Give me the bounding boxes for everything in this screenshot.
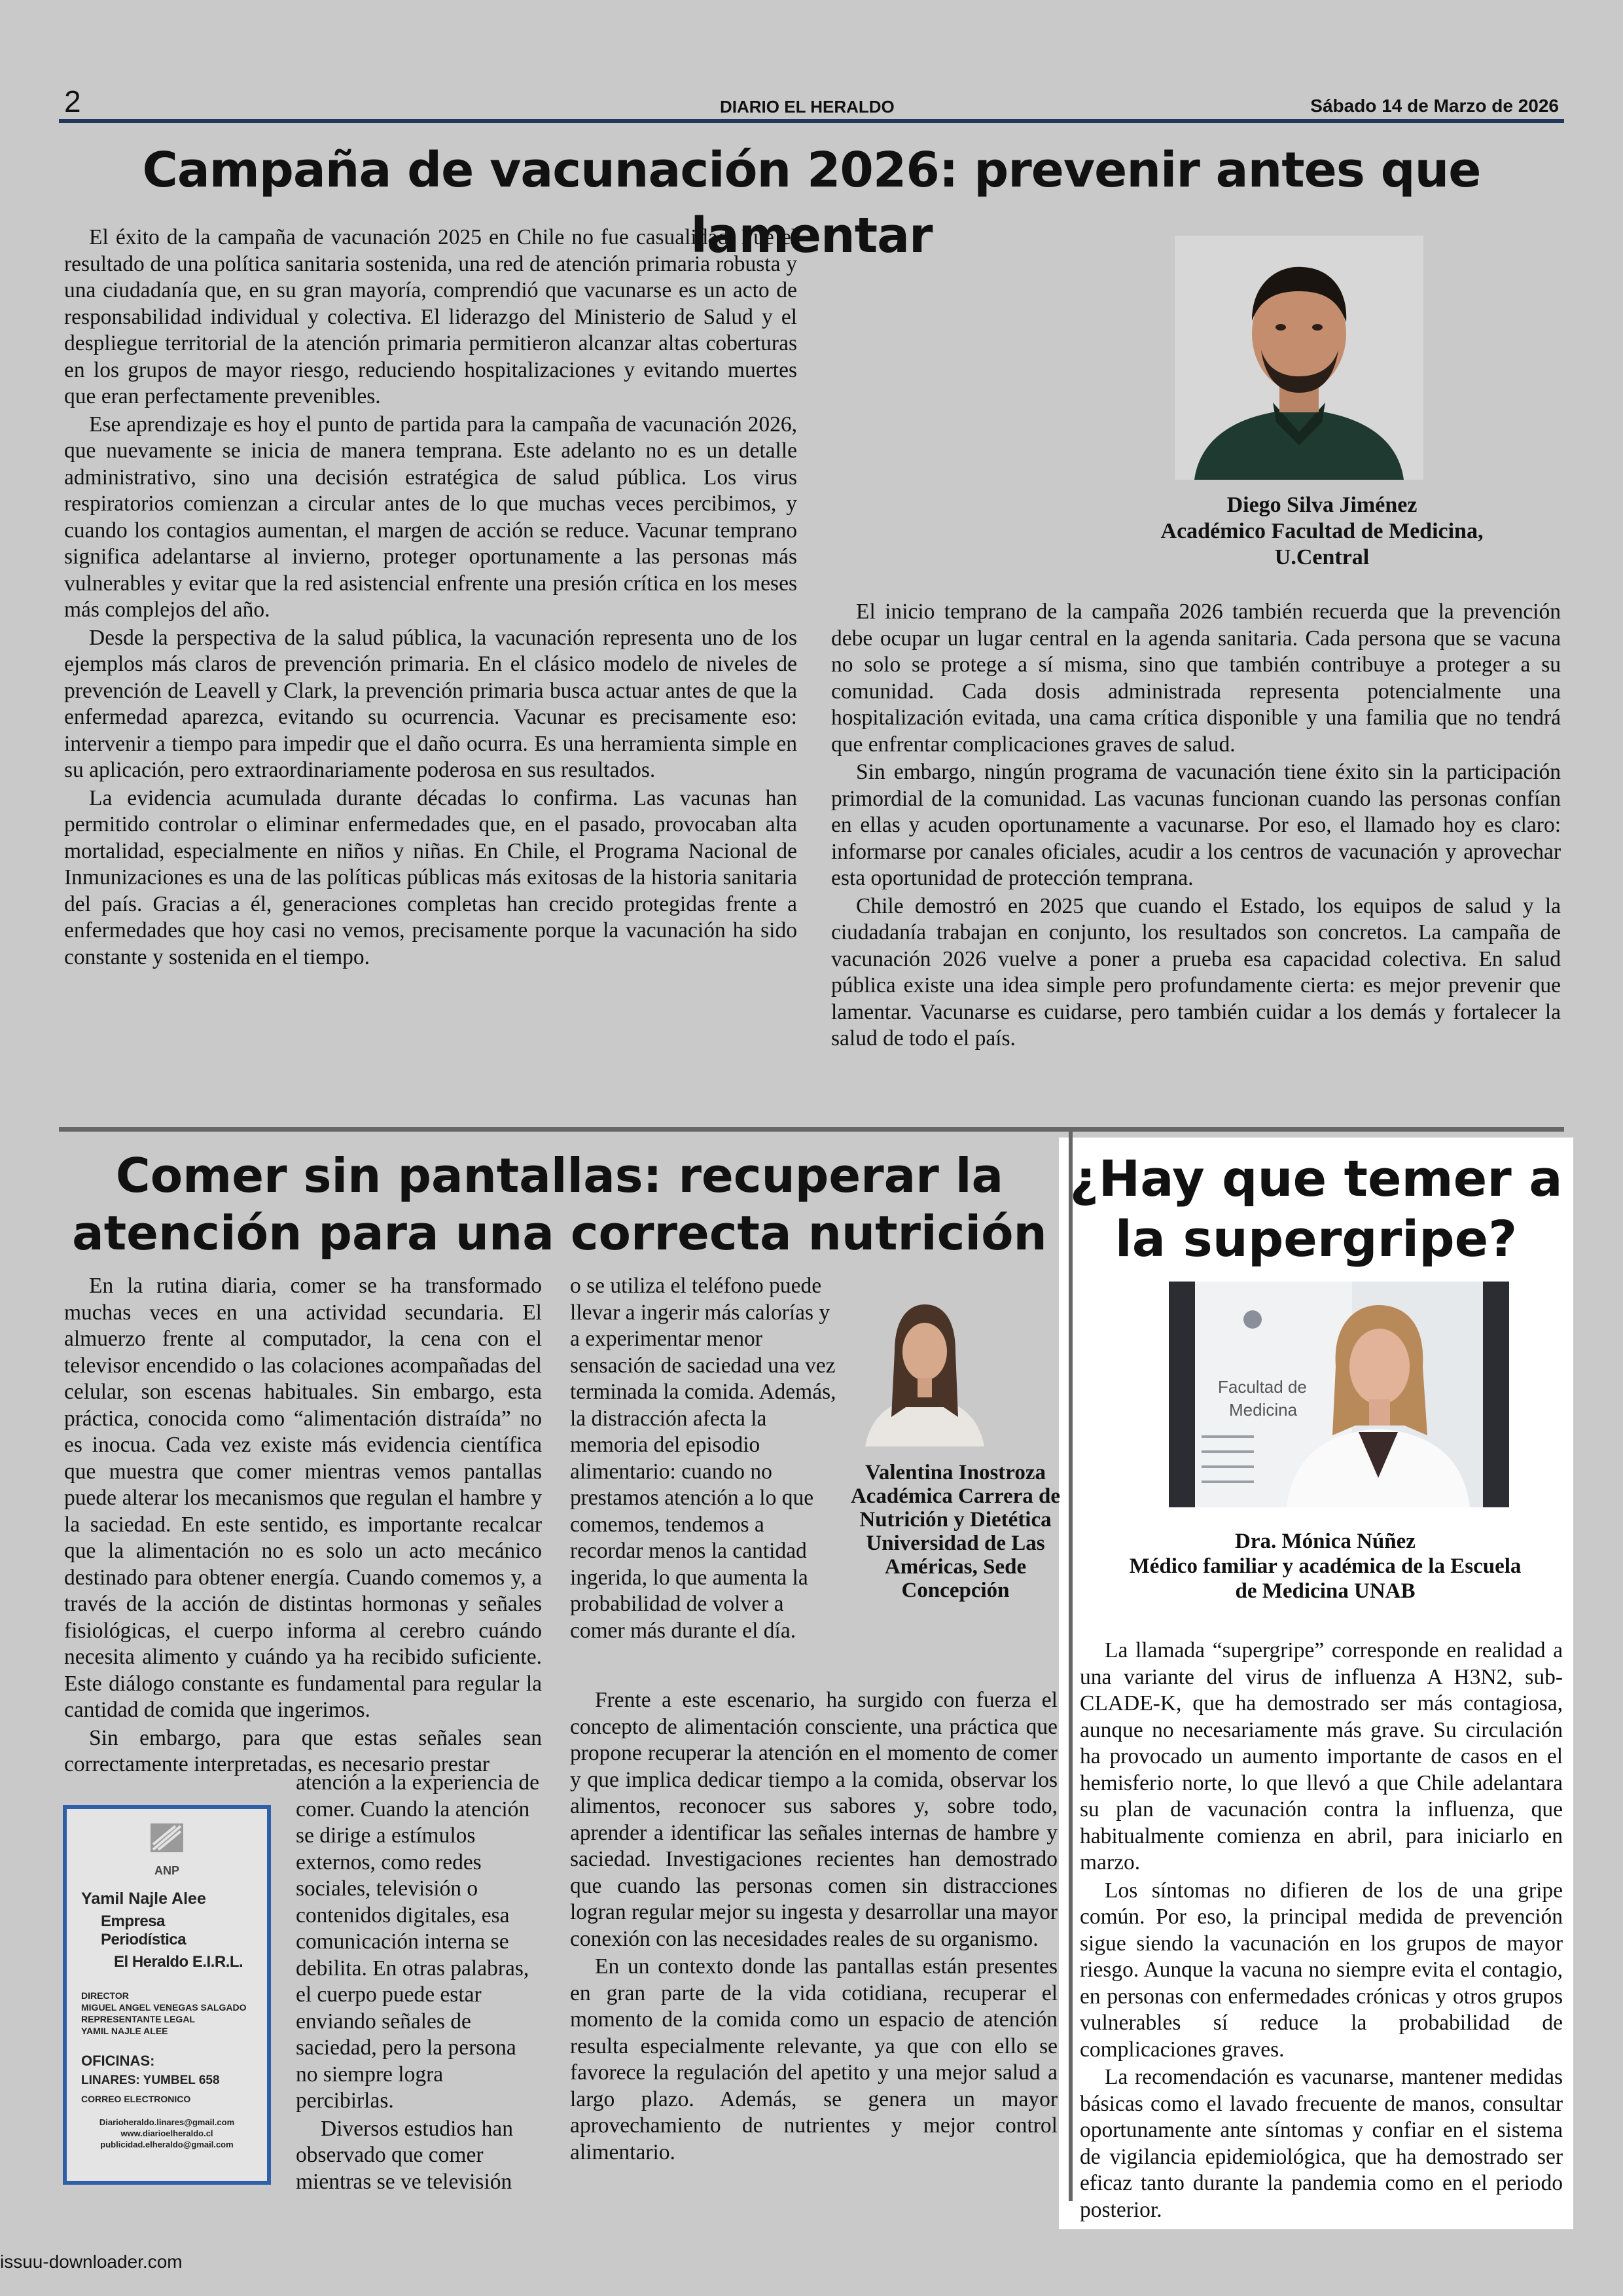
article-2-paragraph: Diversos estudios han observado que comer mientras se ve televisión bbox=[296, 2116, 514, 2194]
email-address[interactable]: Diarioheraldo.linares@gmail.com bbox=[99, 2117, 235, 2127]
sign-text-line: Medicina bbox=[1229, 1400, 1298, 1420]
article-3-title bbox=[1059, 1149, 1573, 1269]
email-label: CORREO ELECTRONICO bbox=[81, 2094, 191, 2104]
director-name: MIGUEL ANGEL VENEGAS SALGADO bbox=[81, 2002, 247, 2013]
article-1-paragraph: El inicio temprano de la campaña 2026 también recuerda que la prevención debe ocupar un lugar central en la agenda sanitaria. Cada persona que se vacuna no solo se protege a sí misma, sino que también contribuye a proteger a su comunidad. Cada dosis administrada representa potencialmente una hospitalización evitada, una cama crítica disponible y una familia que no tendrá que enfrentar complicaciones graves de salud. bbox=[831, 600, 1561, 757]
article-2-author-photo bbox=[859, 1286, 991, 1446]
article-1-column-left bbox=[64, 224, 797, 971]
article-3-paragraph: Los síntomas no difieren de los de una gripe común. Por eso, la principal medida de prevención sigue siendo la vacunación en los grupos de mayor riesgo. Aunque la vacuna no siempre evita el contagio, en personas con enfermedades crónicas y otros grupos vulnerables sí reduce la probabilidad de complicaciones graves. bbox=[1080, 1878, 1563, 2062]
article-1-author-caption bbox=[1093, 492, 1551, 571]
website-link[interactable]: www.diarioelheraldo.cl bbox=[120, 2128, 213, 2138]
article-2-column-middle bbox=[570, 1273, 841, 1644]
author-name: Dra. Mónica Núñez bbox=[1235, 1530, 1416, 1553]
issue-date: Sábado 14 de Marzo de 2026 bbox=[1310, 96, 1559, 116]
article-3-body bbox=[1080, 1638, 1563, 2223]
article-3-title-line: ¿Hay que temer a bbox=[1069, 1149, 1563, 1208]
company-name: Empresa Periodística bbox=[101, 1912, 187, 1948]
article-2-title bbox=[59, 1147, 1060, 1262]
article-3-paragraph: La llamada “supergripe” corresponde en realidad a una variante del virus de influenza A H3N2, sub-CLADE-K, que ha demostrado ser más contagiosa, aunque no necesariamente más grave. Su circulación ha provocado un aumento importante de casos en el hemisferio norte, lo que llevó a que Chile adelantara su plan de vacunación contra la influenza, que habitualmente comienza en abril, para iniciarlo en marzo. bbox=[1080, 1638, 1563, 1874]
company-name-2: El Heraldo E.I.R.L. bbox=[114, 1953, 243, 1971]
article-2-column-left bbox=[64, 1273, 542, 1778]
article-2-title-line: atención para una correcta nutrición bbox=[72, 1206, 1047, 1261]
article-1-paragraph: La evidencia acumulada durante décadas lo confirma. Las vacunas han permitido controlar o eliminar enfermedades que, en el pasado, provocaban alta mortalidad, especialmente en niños y niñas. En Chile, el Programa Nacional de Inmunizaciones es una de las políticas públicas más exitosas de la historia sanitaria del país. Gracias a él, generaciones completas han crecido protegidas frente a enfermedades que hoy casi no vemos, precisamente porque la vacunación ha sido constante y sostenida en el tiempo. bbox=[64, 785, 797, 969]
article-1-paragraph: El éxito de la campaña de vacunación 2025 en Chile no fue casualidad. Fue el resultado de una política sanitaria sostenida, una red de atención primaria robusta y una ciudadanía que, en su gran mayoría, comprendió que vacunarse es un acto de responsabilidad individual y colectiva. El liderazgo del Ministerio de Salud y el despliegue territorial de la atención primaria permitieron alcanzar altas coberturas en los grupos de mayor riesgo, reduciendo hospitalizaciones y evitando muertes que eran perfectamente prevenibles. bbox=[64, 225, 797, 408]
article-2-title-line: Comer sin pantallas: recuperar la bbox=[115, 1148, 1004, 1203]
header-rule bbox=[59, 119, 1564, 123]
article-2-paragraph: En la rutina diaria, comer se ha transformado muchas veces en una actividad secundaria. El almuerzo frente al computador, la cena con el televisor encendido o las colaciones acompañadas del celular, son escenas habituales. Sin embargo, esta práctica, conocida como “alimentación distraída” no es inocua. Cada vez existe más evidencia científica que muestra que comer mientras vemos pantallas puede alterar los mecanismos que regulan el hambre y la saciedad. En este sentido, es importante recalcar que la alimentación no es solo un acto mecánico destinado para obtener energía. Cuando comemos y, a través de la acción de distintas hormonas y señales fisiológicas, el cuerpo informa al cerebro cuándo necesita alimento y cuándo ya ha recibido suficiente. Este diálogo constante es fundamental para regular la cantidad de comida que ingerimos. bbox=[64, 1274, 542, 1722]
owner-name: Yamil Najle Alee bbox=[81, 1890, 206, 1908]
footer-watermark: issuu-downloader.com bbox=[0, 2251, 183, 2272]
author-organization: U.Central bbox=[1274, 545, 1370, 569]
author-organization: de Medicina UNAB bbox=[1235, 1579, 1416, 1603]
author-role: Médico familiar y académica de la Escuela bbox=[1129, 1554, 1522, 1578]
article-1-paragraph: Chile demostró en 2025 que cuando el Estado, los equipos de salud y la ciudadanía trabajan en conjunto, los resultados son concretos. La campaña de vacunación 2026 vuelve a poner a prueba esa capacidad colectiva. En salud pública existe una idea simple pero profundamente cierta: es mejor prevenir que lamentar. Vacunarse es cuidarse, pero también cuidar a los demás y fortalecer la salud de todo el país. bbox=[831, 893, 1561, 1050]
article-1-column-right bbox=[831, 599, 1561, 1052]
legal-rep-name: YAMIL NAJLE ALEE bbox=[81, 2026, 168, 2036]
article-2-paragraph: o se utiliza el teléfono puede llevar a ingerir más calorías y a experimentar menor sensación de saciedad una vez terminada la comida. Además, la distracción afecta la memoria del episodio alimentario: cuando no prestamos atención a lo que comemos, tendemos a recordar menos la cantidad ingerida, lo que aumenta la probabilidad de volver a comer más durante el día. bbox=[570, 1274, 836, 1643]
article-2-paragraph: Frente a este escenario, ha surgido con fuerza el concepto de alimentación consciente, una práctica que propone recuperar la atención en el momento de comer y que implica dedicar tiempo a la comida, observar los alimentos, reconocer sus sabores y, sobre todo, aprender a identificar las señales internas de hambre y saciedad. Investigaciones recientes han demostrado que cuando las personas comen sin distracciones logran regular mejor su ingesta y desarrollar una mayor conexión con las necesidades reales de su organismo. bbox=[570, 1688, 1058, 1951]
legal-rep-label: REPRESENTANTE LEGAL bbox=[81, 2014, 195, 2024]
article-1-paragraph: Desde la perspectiva de la salud pública, la vacunación representa uno de los ejemplos más claros de prevención primaria. En el clásico modelo de niveles de prevención de Leavell y Clark, la prevención primaria busca actuar antes de que la enfermedad aparezca, evitando su ocurrencia. Vacunar es precisamente eso: intervenir a tiempo para impedir que el daño ocurra. Es una herramienta simple en su aplicación, pero extraordinariamente poderosa en sus resultados. bbox=[64, 625, 797, 782]
sign-text-line: Facultad de bbox=[1218, 1377, 1307, 1397]
author-organization: Universidad de Las Américas, Sede Concepción bbox=[866, 1532, 1045, 1602]
anp-logo-icon bbox=[137, 1821, 196, 1863]
author-role: Académico Facultad de Medicina, bbox=[1160, 519, 1484, 543]
advertising-email[interactable]: publicidad.elheraldo@gmail.com bbox=[100, 2140, 234, 2149]
author-portrait-doctor-icon bbox=[1169, 1282, 1509, 1507]
article-3-paragraph: La recomendación es vacunarse, mantener medidas básicas como el lavado frecuente de manos, consultar oportunamente ante síntomas y confiar en el sistema de vigilancia epidemiológica, que ha demostrado ser eficaz tanto durante la pandemia como en el periodo posterior. bbox=[1080, 2065, 1563, 2222]
article-3-title-line: la supergripe? bbox=[1115, 1210, 1518, 1268]
article-3-author-caption bbox=[1080, 1529, 1571, 1604]
author-name: Diego Silva Jiménez bbox=[1226, 493, 1418, 517]
office-address: LINARES: YUMBEL 658 bbox=[81, 2073, 220, 2087]
page-number: 2 bbox=[64, 84, 81, 118]
section-divider-vertical bbox=[1069, 1131, 1073, 2201]
article-3-author-photo bbox=[1169, 1282, 1509, 1507]
anp-label: ANP bbox=[154, 1864, 179, 1877]
article-2-paragraph: atención a la experiencia de comer. Cuando la atención se dirige a estímulos externos, como redes sociales, televisión o contenidos digitales, esa comunicación interna se debilita. En otras palabras, el cuerpo puede estar enviando señales de saciedad, pero la persona no siempre logra percibirlas. bbox=[296, 1770, 540, 2113]
author-role: Académica Carrera de Nutrición y Dietética bbox=[850, 1484, 1061, 1532]
author-portrait-woman-icon bbox=[859, 1286, 991, 1446]
article-2-paragraph: En un contexto donde las pantallas están presentes en gran parte de la vida cotidiana, recuperar el momento de la comida como un espacio de atención resulta especialmente relevante, ya que con ello se favorece la regulación del apetito y una mejor salud a largo plazo. Además, se genera un mayor aprovechamiento de nutrientes y mejor control alimentario. bbox=[570, 1954, 1058, 2164]
article-1-paragraph: Ese aprendizaje es hoy el punto de partida para la campaña de vacunación 2026, que nuevamente se inicia de manera temprana. Este adelanto no es un detalle administrativo, sino una decisión estratégica de salud pública. Los virus respiratorios comienzan a circular antes de lo que muchas veces percibimos, y cuando los contagios aumentan, el margen de acción se reduce. Vacunar temprano significa adelantarse al invierno, proteger oportunamente a las personas más vulnerables y evitar que la red asistencial enfrente una presión crítica en los meses más complejos del año. bbox=[64, 412, 797, 622]
director-label: DIRECTOR bbox=[81, 1990, 129, 2001]
section-divider-horizontal bbox=[59, 1127, 1564, 1132]
newspaper-name: DIARIO EL HERALDO bbox=[720, 97, 895, 117]
author-portrait-man-icon bbox=[1175, 236, 1423, 480]
article-2-column-left-continued bbox=[296, 1770, 542, 2195]
article-1-paragraph: Sin embargo, ningún programa de vacunación tiene éxito sin la participación primordial de la comunidad. Las vacunas funcionan cuando las personas confían en ellas y acuden oportunamente a vacunarse. Por eso, el llamado hoy es claro: informarse por canales oficiales, acudir a los centros de vacunación y aprovechar esta oportunidad de protección temprana. bbox=[831, 760, 1561, 890]
offices-label: OFICINAS: bbox=[81, 2053, 155, 2069]
author-name: Valentina Inostroza bbox=[865, 1461, 1046, 1484]
article-2-column-right bbox=[570, 1687, 1058, 2166]
article-2-author-caption bbox=[847, 1461, 1063, 1602]
newspaper-impressum bbox=[63, 1805, 271, 2185]
article-2-paragraph: Sin embargo, para que estas señales sean correctamente interpretadas, es necesario prestar bbox=[64, 1725, 542, 1776]
article-1-title: Campaña de vacunación 2026: prevenir antes que lamentar bbox=[142, 142, 1481, 264]
article-1-author-photo bbox=[1175, 236, 1423, 480]
